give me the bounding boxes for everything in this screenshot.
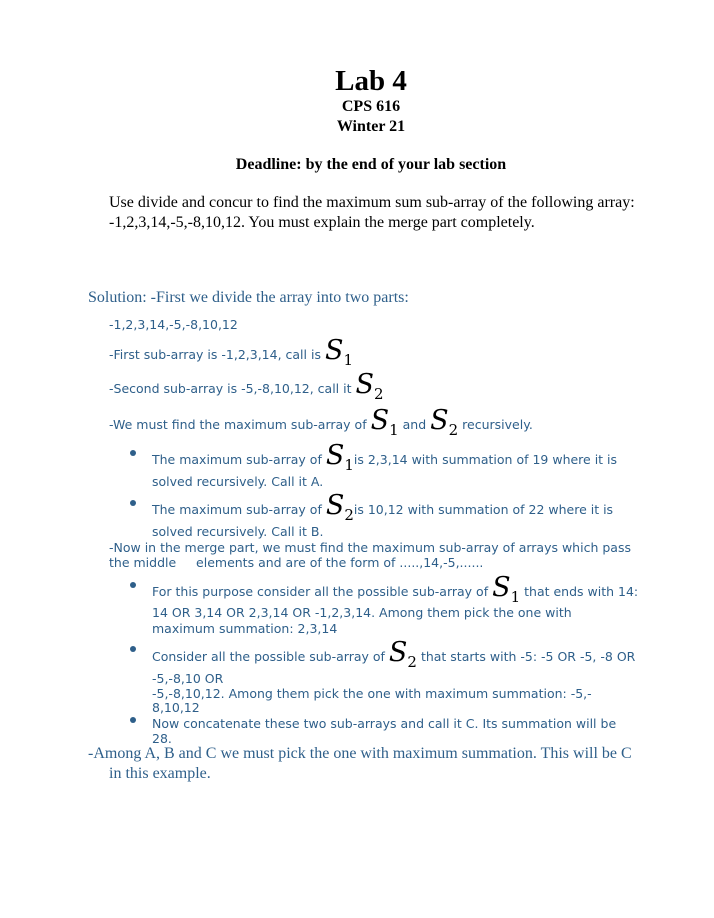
merge-line-2: the middle elements and are of the form of .....,14,-5,......	[109, 555, 484, 570]
bullet-2-text-a: The maximum sub-array of	[152, 502, 322, 517]
bullet-dot	[130, 646, 136, 652]
deadline-text: Deadline: by the end of your lab section	[235, 156, 507, 173]
subscript-2: 2	[344, 506, 354, 524]
final-line-1: -Among A, B and C we must pick the one with maximum summation. This will be C	[88, 745, 632, 762]
bullet-1-line-2: solved recursively. Call it A.	[152, 474, 324, 489]
first-subarray-line	[109, 335, 353, 369]
subscript-1: 1	[343, 351, 353, 369]
bullet-4-text-b: that starts with -5: -5 OR -5, -8 OR	[420, 649, 636, 664]
subscript-1: 1	[389, 421, 399, 439]
recursive-text-b: and	[402, 417, 427, 432]
subscript-1: 1	[510, 588, 521, 606]
bullet-3-text-a: For this purpose consider all the possible sub-array of	[152, 584, 489, 599]
bullet-2-line-2: solved recursively. Call it B.	[152, 524, 324, 539]
solution-intro: Solution: -First we divide the array into two parts:	[88, 289, 409, 306]
bullet-4-line-1	[152, 637, 636, 671]
recursive-text-c: recursively.	[462, 417, 533, 432]
bullet-3-line-1	[152, 572, 639, 606]
bullet-dot	[130, 450, 136, 456]
bullet-1-line-1	[152, 440, 618, 474]
symbol-s: S	[355, 369, 374, 400]
bullet-4-line-2: -5,-8,10 OR	[152, 671, 224, 686]
bullet-4-line-4: 8,10,12	[152, 700, 200, 715]
task-line-2: -1,2,3,14,-5,-8,10,12. You must explain the merge part completely.	[109, 214, 535, 231]
course-code: CPS 616	[341, 98, 401, 115]
bullet-1-text-a: The maximum sub-array of	[152, 452, 322, 467]
recursive-line	[109, 405, 533, 439]
bullet-dot	[130, 717, 136, 723]
recursive-text-a: -We must find the maximum sub-array of	[109, 417, 367, 432]
symbol-s: S	[492, 572, 511, 603]
bullet-4-text-a: Consider all the possible sub-array of	[152, 649, 385, 664]
page-title: Lab 4	[335, 65, 407, 97]
subscript-1: 1	[344, 456, 354, 474]
symbol-s: S	[388, 637, 408, 668]
bullet-dot	[130, 582, 136, 588]
symbol-s: S	[324, 335, 344, 366]
bullet-3-line-2: 14 OR 3,14 OR 2,3,14 OR -1,2,3,14. Among them pick the one with	[152, 605, 572, 620]
bullet-3-text-b: that ends with 14:	[524, 584, 639, 599]
bullet-3-line-3: maximum summation: 2,3,14	[152, 621, 338, 636]
second-subarray-line	[109, 369, 384, 403]
bullet-1-text-b: is 2,3,14 with summation of 19 where it is	[353, 452, 618, 467]
subscript-2: 2	[448, 421, 459, 439]
symbol-s: S	[325, 490, 345, 521]
bullet-5-line-1: Now concatenate these two sub-arrays and call it C. Its summation will be	[152, 716, 617, 731]
final-line-2: in this example.	[109, 765, 211, 782]
bullet-dot	[130, 500, 136, 506]
second-subarray-text: -Second sub-array is -5,-8,10,12, call it	[109, 381, 352, 396]
first-subarray-text: -First sub-array is -1,2,3,14, call is	[109, 347, 321, 362]
symbol-s: S	[370, 405, 390, 436]
bullet-2-line-1	[152, 490, 614, 524]
merge-line-1: -Now in the merge part, we must find the maximum sub-array of arrays which pass	[109, 540, 631, 555]
bullet-5-line-2: 28.	[152, 731, 172, 746]
bullet-4-line-3: -5,-8,10,12. Among them pick the one with maximum summation: -5,-	[152, 686, 592, 701]
subscript-2: 2	[407, 653, 417, 671]
symbol-s: S	[430, 405, 449, 436]
symbol-s: S	[325, 440, 345, 471]
array-line: -1,2,3,14,-5,-8,10,12	[109, 317, 238, 332]
subscript-2: 2	[374, 385, 384, 403]
bullet-2-text-b: is 10,12 with summation of 22 where it is	[353, 502, 614, 517]
task-line-1: Use divide and concur to find the maximum sum sub-array of the following array:	[109, 194, 635, 211]
term-label: Winter 21	[336, 118, 406, 135]
task-description	[109, 193, 669, 233]
